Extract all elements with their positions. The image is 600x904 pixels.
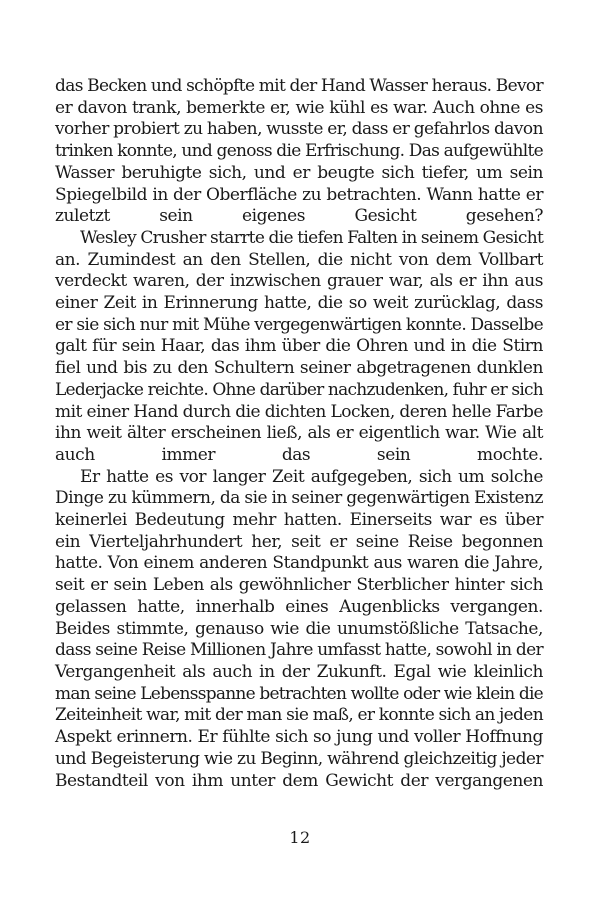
text-line: ihn weit älter erscheinen ließ, als er eigentlich war. Wie alt (55, 423, 543, 444)
text-line: Wasser beruhigte sich, und er beugte sich tiefer, um sein (55, 162, 543, 183)
text-line: Lederjacke reichte. Ohne darüber nachzudenken, fuhr er sich (55, 379, 543, 400)
page-number: 12 (289, 828, 311, 847)
text-line: man seine Lebensspanne betrachten wollte oder wie klein die (55, 683, 543, 704)
text-line: dass seine Reise Millionen Jahre umfasst hatte, sowohl in der (55, 640, 543, 661)
text-line: hatte. Von einem anderen Standpunkt aus waren die Jahre, (55, 553, 543, 574)
text-line: er sie sich nur mit Mühe vergegenwärtigen konnte. Dasselbe (55, 314, 543, 335)
text-line: seit er sein Leben als gewöhnlicher Sterblicher hinter sich (55, 575, 543, 596)
text-line: und Begeisterung wie zu Beginn, während gleichzeitig jeder (55, 748, 543, 769)
text-line: Spiegelbild in der Oberfläche zu betrachten. Wann hatte er (55, 184, 543, 205)
text-line: zuletzt sein eigenes Gesicht gesehen? (55, 206, 543, 227)
text-line: ein Vierteljahrhundert her, seit er seine Reise begonnen (55, 531, 543, 552)
text-line: Beides stimmte, genauso wie die unumstößliche Tatsache, (55, 618, 543, 639)
text-line: einer Zeit in Erinnerung hatte, die so weit zurücklag, dass (55, 293, 543, 314)
text-line: gelassen hatte, innerhalb eines Augenblicks vergangen. (55, 596, 543, 617)
text-line: Zeiteinheit war, mit der man sie maß, er konnte sich an jeden (55, 705, 543, 726)
text-line: vorher probiert zu haben, wusste er, dass er gefahrlos davon (55, 119, 543, 140)
text-line: an. Zumindest an den Stellen, die nicht von dem Vollbart (55, 249, 543, 270)
text-line: galt für sein Haar, das ihm über die Ohren und in die Stirn (55, 336, 543, 357)
text-line: Er hatte es vor langer Zeit aufgegeben, sich um solche (80, 466, 543, 487)
text-line: trinken konnte, und genoss die Erfrischung. Das aufgewühlte (55, 141, 543, 162)
text-line: auch immer das sein mochte. (55, 444, 543, 465)
text-line: Aspekt erinnern. Er fühlte sich so jung und voller Hoffnung (55, 727, 543, 748)
body-text (55, 76, 543, 792)
text-line: das Becken und schöpfte mit der Hand Wasser heraus. Bevor (55, 76, 543, 96)
text-line: Bestandteil von ihm unter dem Gewicht der vergangenen (55, 770, 543, 791)
text-line: verdeckt waren, der inzwischen grauer war, als er ihn aus (55, 271, 543, 292)
text-line: keinerlei Bedeutung mehr hatten. Einerseits war es über (55, 510, 543, 531)
text-line: Dinge zu kümmern, da sie in seiner gegenwärtigen Existenz (55, 488, 543, 509)
paragraph-3 (55, 467, 543, 793)
paragraph-1 (55, 76, 543, 228)
text-line: Vergangenheit als auch in der Zukunft. Egal wie kleinlich (55, 661, 543, 682)
text-line: fiel und bis zu den Schultern seiner abgetragenen dunklen (55, 358, 543, 379)
text-line: mit einer Hand durch die dichten Locken, deren helle Farbe (55, 401, 543, 422)
paragraph-2 (55, 228, 543, 467)
text-line: er davon trank, bemerkte er, wie kühl es war. Auch ohne es (55, 97, 543, 118)
text-line: Wesley Crusher starrte die tiefen Falten in seinem Gesicht (80, 227, 544, 248)
